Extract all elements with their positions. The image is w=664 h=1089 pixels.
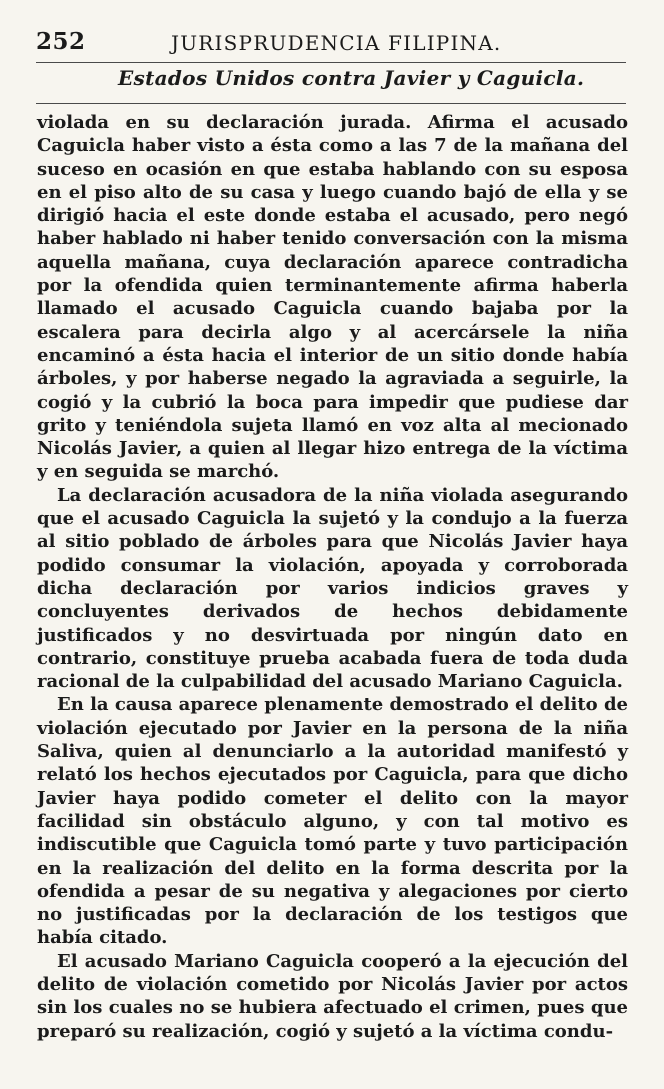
paragraph: La declaración acusadora de la niña violada asegurando que el acusado Caguicla la sujetó y la condujo a la fuerza al sitio poblado de árboles para que Nicolás Javier haya podido consumar la violación, apoyada y corroborada dicha declaración por varios indicios graves y concluyentes derivados de hechos debidamente justificados y no desvirtuada por ningún dato en contrario, constituye prueba acabada fuera de toda duda racional de la culpabilidad del acusado Mariano Caguicla. [37,484,628,693]
running-head: JURISPRUDENCIA FILIPINA. [171,31,502,55]
page-header [36,24,626,64]
title-rule [36,103,626,104]
body-text [37,111,628,1043]
header-rule [36,62,626,63]
paragraph: En la causa aparece plenamente demostrado el delito de violación ejecutado por Javier en la persona de la niña Saliva, quien al denunciarlo a la autoridad manifestó y relató los hechos ejecutados por Caguicla, para que dicho Javier haya podido cometer el delito con la mayor facilidad sin obstáculo alguno, y con tal motivo es indiscutible que Caguicla tomó parte y tuvo participación en la realización del delito en la forma descrita por la ofendida a pesar de su negativa y alegaciones por cierto no justificadas por la declaración de los testigos que había citado. [37,694,628,949]
case-title: Estados Unidos contra Javier y Caguicla. [118,66,585,90]
paragraph: violada en su declaración jurada. Afirma el acusado Caguicla haber visto a ésta como a las 7 de la mañana del suceso en ocasión en que estaba hablando con su esposa en el piso alto de su casa y luego cuando bajó de ella y se dirigió hacia el este donde estaba el acusado, pero negó haber hablado ni haber tenido conversación con la misma aquella mañana, cuya declaración aparece contradicha por la ofendida quien terminantemente afirma haberla llamado el acusado Caguicla cuando bajaba por la escalera para decirla algo y al acercársele la niña encaminó a ésta hacia el interior de un sitio donde había árboles, y por haberse negado la agraviada a seguirle, la cogió y la cubrió la boca para impedir que pudiese dar grito y teniéndola sujeta llamó en voz alta al mecionado Nicolás Javier, a quien al llegar hizo entrega de la víctima y en seguida se marchó. [37,112,628,483]
page-number: 252 [36,28,86,55]
paragraph: El acusado Mariano Caguicla cooperó a la ejecución del delito de violación cometido por Nicolás Javier por actos sin los cuales no se hubiera afectuado el crimen, pues que preparó su realización, cogió y sujetó a la víctima condu- [37,950,628,1042]
